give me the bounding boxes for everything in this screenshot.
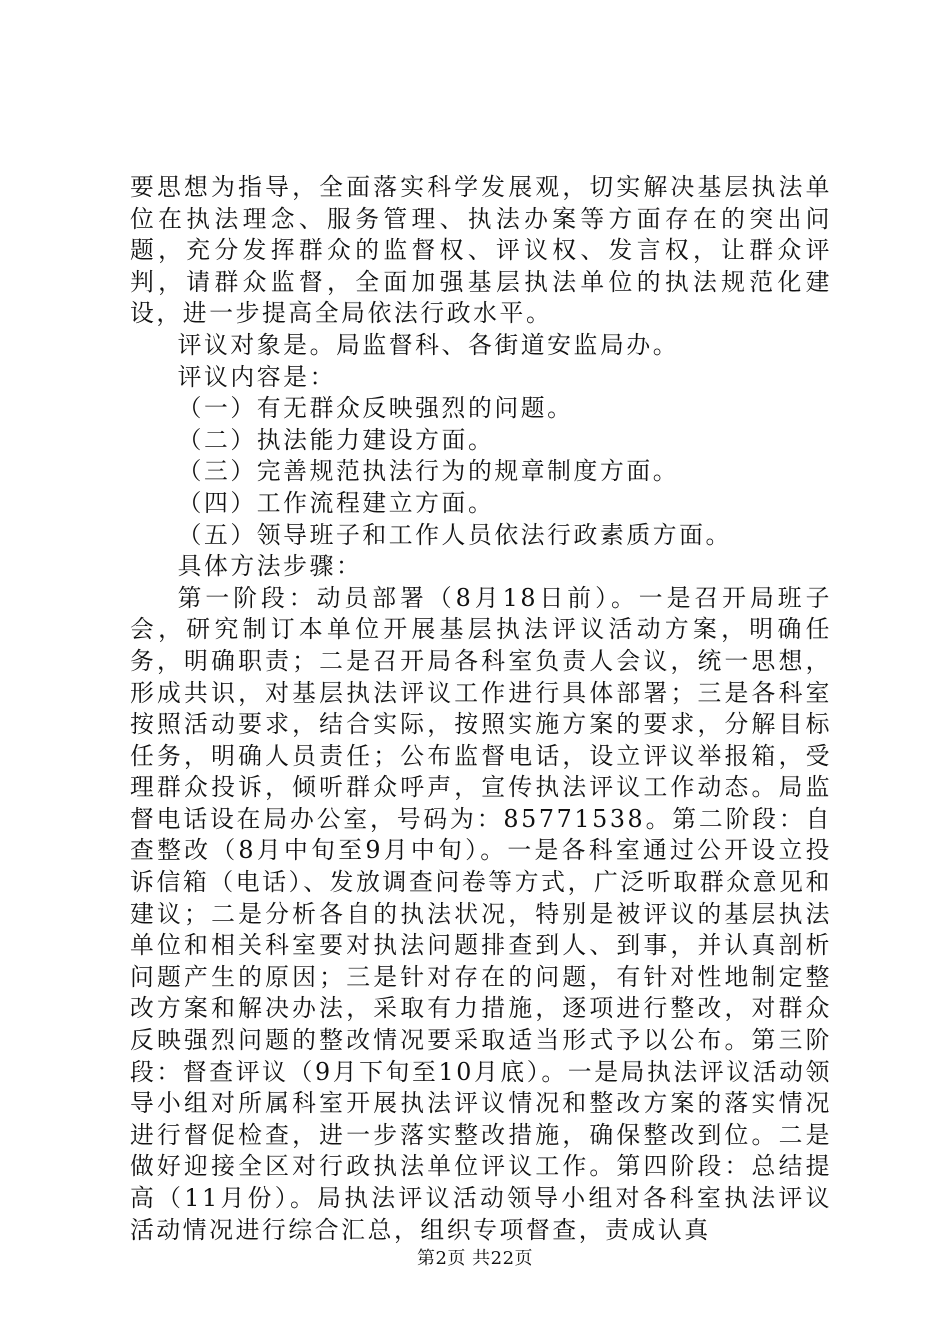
paragraph-stages: 第一阶段：动员部署（8月18日前）。一是召开局班子会，研究制订本单位开展基层执法评议活动方案，明确任务，明确职责；二是召开局各科室负责人会议，统一思想，形成共识，对基层执法评议工作进行具体部署；三是各科室按照活动要求，结合实际，按照实施方案的要求，分解目标任务，明确人员责任；公布监督电话，设立评议举报箱，受理群众投诉，倾听群众呼声，宣传执法评议工作动态。局监督电话设在局办公室，号码为：85771538。第二阶段：自查整改（8月中旬至9月中旬）。一是各科室通过公开设立投诉信箱（电话）、发放调查问卷等方式，广泛听取群众意见和建议；二是分析各自的执法状况，特别是被评议的基层执法单位和相关科室要对执法问题排查到人、到事，并认真剖析问题产生的原因；三是针对存在的问题，有针对性地制定整改方案和解决办法，采取有力措施，逐项进行整改，对群众反映强烈问题的整改情况要采取适当形式予以公布。第三阶段：督查评议（9月下旬至10月底）。一是局执法评议活动领导小组对所属科室开展执法评议情况和整改方案的落实情况进行督促检查，进一步落实整改措施，确保整改到位。二是做好迎接全区对行政执法单位评议工作。第四阶段：总结提高（11月份）。局执法评议活动领导小组对各科室执法评议活动情况进行综合汇总，组织专项督查，责成认真 [130,583,832,1244]
paragraph-method-steps-heading: 具体方法步骤： [177,552,363,581]
list-item-2: （二）执法能力建设方面。 [177,425,495,454]
paragraph-evaluation-targets: 评议对象是。局监督科、各街道安监局办。 [177,330,680,359]
paragraph-evaluation-content-heading: 评议内容是： [177,362,336,391]
paragraph-intro-continuation: 要思想为指导，全面落实科学发展观，切实解决基层执法单位在执法理念、服务管理、执法办案等方面存在的突出问题，充分发挥群众的监督权、评议权、发言权，让群众评判，请群众监督，全面加强基层执法单位的执法规范化建设，进一步提高全局依法行政水平。 [130,173,832,328]
list-item-1: （一）有无群众反映强烈的问题。 [177,394,574,423]
document-body [130,172,832,1246]
page-number-footer: 第2页 共22页 [416,1248,534,1269]
list-item-3: （三）完善规范执法行为的规章制度方面。 [177,457,680,486]
list-item-5: （五）领导班子和工作人员依法行政素质方面。 [177,520,732,549]
list-item-4: （四）工作流程建立方面。 [177,488,495,517]
